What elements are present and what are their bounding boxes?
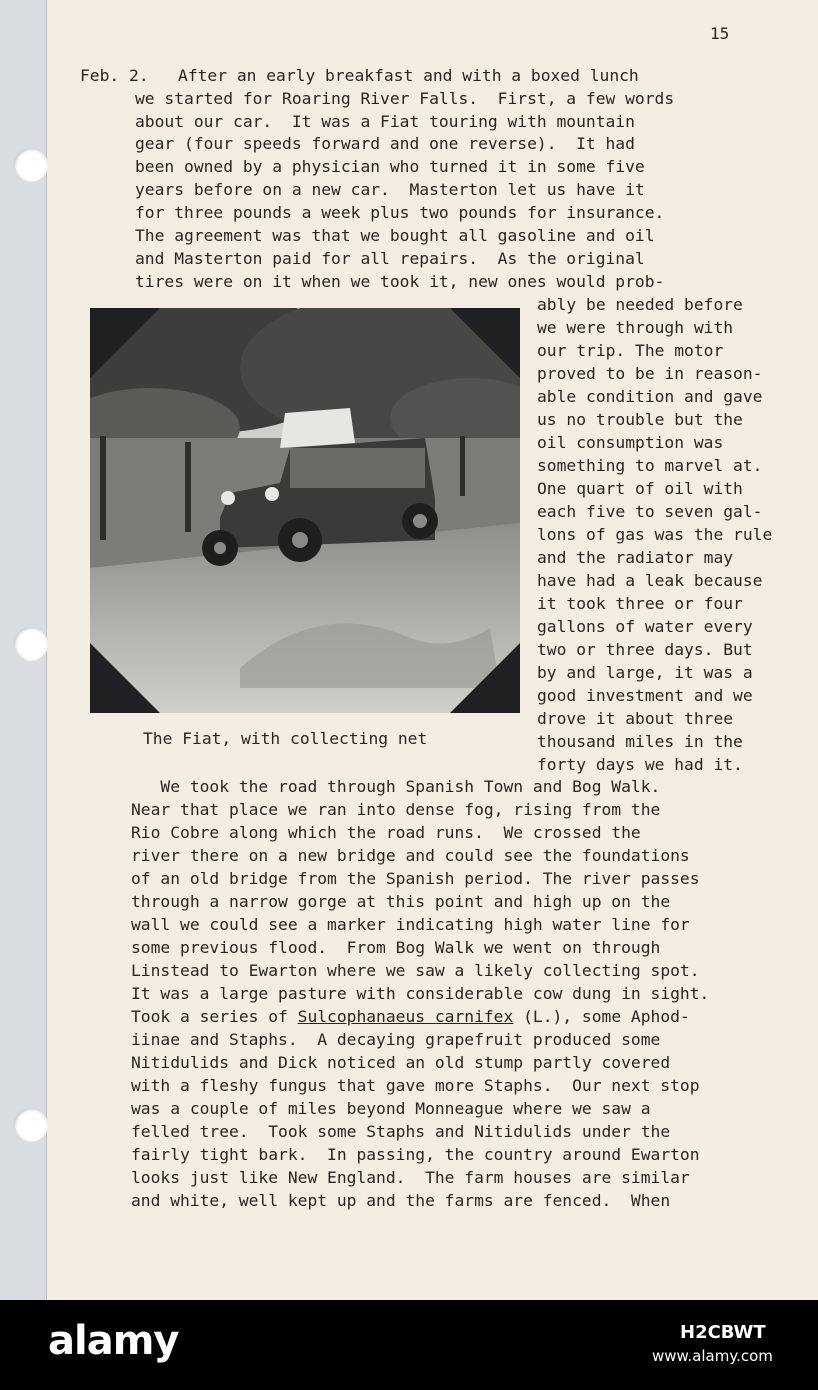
text-line: through a narrow gorge at this point and high up on the: [131, 892, 671, 911]
text-line: lons of gas was the rule: [537, 525, 773, 544]
alamy-url: www.alamy.com: [652, 1347, 773, 1365]
species-name: Sulcophanaeus carnifex: [297, 1007, 514, 1026]
text-line: two or three days. But: [537, 640, 753, 659]
text-line: ably be needed before: [537, 295, 743, 314]
text-line: river there on a new bridge and could see the foundations: [131, 846, 690, 865]
text-line: for three pounds a week plus two pounds for insurance.: [135, 203, 665, 222]
image-id: H2CBWT: [680, 1322, 766, 1343]
text-line: with a fleshy fungus that gave more Staphs. Our next stop: [131, 1076, 700, 1095]
text-line: Rio Cobre along which the road runs. We crossed the: [131, 823, 641, 842]
text-line: and white, well kept up and the farms are fenced. When: [131, 1191, 671, 1210]
text-line: Near that place we ran into dense fog, rising from the: [131, 800, 661, 819]
text-line: forty days we had it.: [537, 755, 743, 774]
text-line: thousand miles in the: [537, 732, 743, 751]
text-line: One quart of oil with: [537, 479, 743, 498]
text-line: years before on a new car. Masterton let us have it: [135, 180, 645, 199]
text-line: felled tree. Took some Staphs and Nitidulids under the: [131, 1122, 671, 1141]
text-line: something to marvel at.: [537, 456, 763, 475]
text-line: about our car. It was a Fiat touring with mountain: [135, 112, 635, 131]
text-line: able condition and gave: [537, 387, 763, 406]
car-photo: [90, 308, 520, 713]
text-line: been owned by a physician who turned it in some five: [135, 157, 645, 176]
text-line: we were through with: [537, 318, 734, 337]
text-line: looks just like New England. The farm houses are similar: [131, 1168, 690, 1187]
text-line: some previous flood. From Bog Walk we went on through: [131, 938, 661, 957]
photo-caption: The Fiat, with collecting net: [143, 729, 428, 748]
punch-hole-top: [14, 148, 48, 182]
text-line: wall we could see a marker indicating high water line for: [131, 915, 690, 934]
text-line: it took three or four: [537, 594, 743, 613]
text-line: and the radiator may: [537, 548, 734, 567]
text-line: Linstead to Ewarton where we saw a likely collecting spot.: [131, 961, 700, 980]
text-line: proved to be in reason-: [537, 364, 763, 383]
text-line: good investment and we: [537, 686, 753, 705]
punch-hole-middle: [14, 627, 48, 661]
text-line: iinae and Staphs. A decaying grapefruit produced some: [131, 1030, 661, 1049]
text-line: The agreement was that we bought all gasoline and oil: [135, 226, 655, 245]
text-line: drove it about three: [537, 709, 734, 728]
text-line: us no trouble but the: [537, 410, 743, 429]
text-line: oil consumption was: [537, 433, 724, 452]
text-line: each five to seven gal-: [537, 502, 763, 521]
text-line: fairly tight bark. In passing, the country around Ewarton: [131, 1145, 700, 1164]
punch-hole-bottom: [14, 1108, 48, 1142]
text-line: was a couple of miles beyond Monneague where we saw a: [131, 1099, 651, 1118]
text-line: We took the road through Spanish Town and Bog Walk.: [131, 777, 661, 796]
text-line: and Masterton paid for all repairs. As the original: [135, 249, 645, 268]
text-line: we started for Roaring River Falls. First, a few words: [135, 89, 675, 108]
text-line: our trip. The motor: [537, 341, 724, 360]
alamy-logo: alamy: [48, 1318, 179, 1364]
text-line: It was a large pasture with considerable cow dung in sight.: [131, 984, 710, 1003]
text-segment: (L.), some Aphod-: [513, 1007, 690, 1026]
text-line: by and large, it was a: [537, 663, 753, 682]
text-line: gear (four speeds forward and one reverse). It had: [135, 134, 635, 153]
text-line: gallons of water every: [537, 617, 753, 636]
page-number: 15: [710, 24, 730, 43]
text-line: of an old bridge from the Spanish period. The river passes: [131, 869, 700, 888]
text-line: [131, 1007, 690, 1026]
text-line: have had a leak because: [537, 571, 763, 590]
text-line: Feb. 2. After an early breakfast and with a boxed lunch: [80, 66, 639, 85]
text-line: Nitidulids and Dick noticed an old stump partly covered: [131, 1053, 671, 1072]
text-line: tires were on it when we took it, new ones would prob-: [135, 272, 665, 291]
text-segment: Took a series of: [131, 1007, 298, 1026]
